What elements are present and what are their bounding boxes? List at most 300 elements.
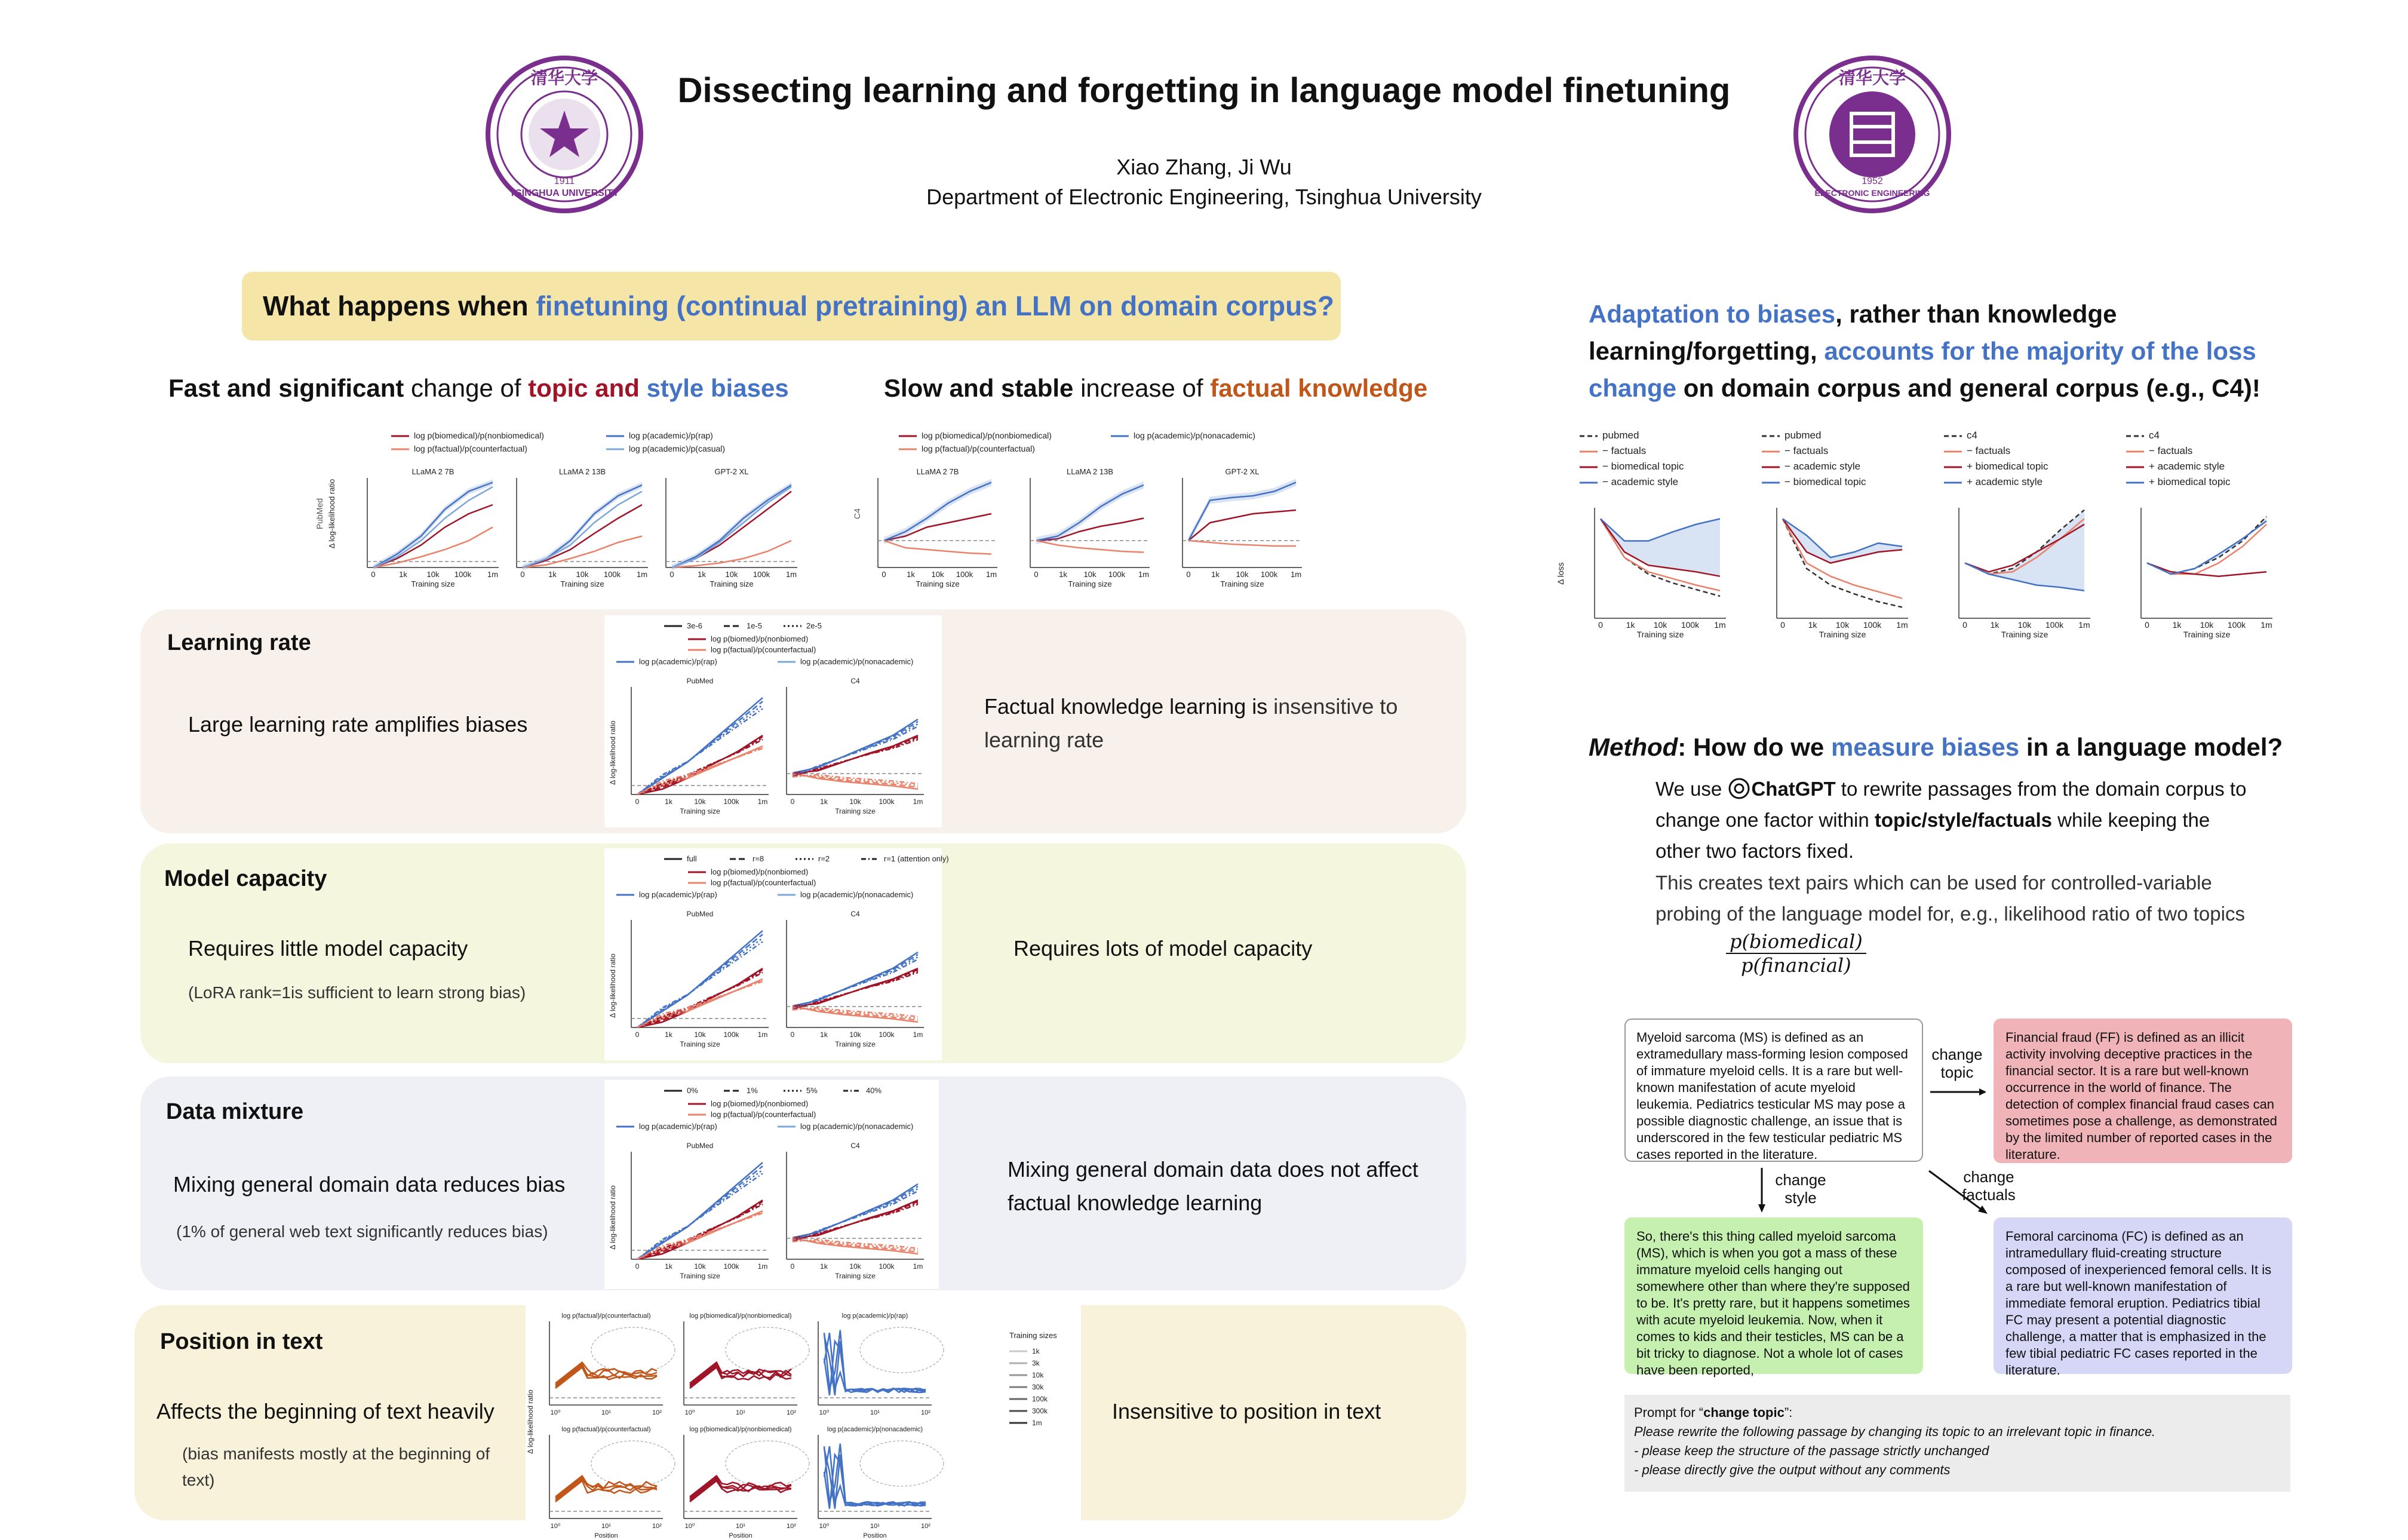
x-tick-label: 100k xyxy=(879,1262,895,1271)
x-tick-label: 10² xyxy=(921,1523,930,1530)
x-tick-label: 1m xyxy=(757,1262,768,1271)
legend-label: log p(biomedical)/p(nonbiomedical) xyxy=(414,431,544,440)
panel-title-data-mixture: Data mixture xyxy=(166,1099,304,1124)
series-line xyxy=(1036,541,1144,553)
series-line xyxy=(793,1186,918,1239)
x-axis-label: Training size xyxy=(916,579,960,588)
series-line xyxy=(2147,517,2266,574)
headline-mid: , rather than knowledge learning/forgetting, xyxy=(1589,300,2117,365)
x-tick-label: 1m xyxy=(913,1262,923,1271)
x-axis-label: Training size xyxy=(560,579,604,588)
panel-right-model-capacity: Requires lots of model capacity xyxy=(1013,936,1313,961)
legend-label: 2e-5 xyxy=(806,621,822,630)
panel-title: C4 xyxy=(850,1142,860,1150)
question-prefix: What happens when xyxy=(263,290,536,321)
method-p1c: topic/style/factuals xyxy=(1874,809,2053,831)
series-line xyxy=(824,1444,926,1506)
method-measure: measure biases xyxy=(1830,733,2020,761)
x-tick-label: 10k xyxy=(2200,620,2214,630)
legend-label: − biomedical topic xyxy=(1602,461,1684,472)
x-axis-label: Position xyxy=(863,1532,887,1539)
legend-label: full xyxy=(687,854,697,863)
svg-text:1911: 1911 xyxy=(554,176,575,186)
legend-label: + biomedical topic xyxy=(2149,476,2231,487)
x-tick-label: 10k xyxy=(849,1030,861,1039)
fast-header-style: style biases xyxy=(646,374,789,402)
likelihood-fraction xyxy=(1726,930,1866,977)
x-tick-label: 1k xyxy=(820,1030,828,1039)
panel-right-learning-rate xyxy=(984,690,1450,757)
x-tick-label: 0 xyxy=(669,570,674,579)
legend-label: 1% xyxy=(747,1086,758,1095)
authors-block xyxy=(0,152,2408,212)
method-a: : How do we xyxy=(1678,733,1831,761)
x-tick-label: 10¹ xyxy=(736,1409,745,1416)
panel-right-position: Insensitive to position in text xyxy=(1112,1399,1381,1424)
legend-label: r=1 (attention only) xyxy=(884,854,949,863)
row-label: PubMed xyxy=(315,498,324,530)
x-tick-label: 0 xyxy=(1186,570,1191,579)
headline-adaptation: Adaptation to biases xyxy=(1589,300,1836,328)
legend-label: log p(academic)/p(rap) xyxy=(639,657,717,666)
prompt-label xyxy=(1634,1403,2281,1422)
fact-learning-bold: Factual knowledge learning is xyxy=(984,694,1268,719)
legend-label: pubmed xyxy=(1602,430,1639,441)
series-line xyxy=(793,955,918,1007)
panel-title: PubMed xyxy=(686,1142,714,1150)
x-tick-label: 0 xyxy=(371,570,376,579)
svg-text:清华大学: 清华大学 xyxy=(1838,69,1906,87)
poster-title: Dissecting learning and forgetting in language model finetuning xyxy=(677,71,1731,110)
x-tick-label: 10k xyxy=(1083,570,1096,579)
series-line xyxy=(824,1455,926,1508)
x-tick-label: 1k xyxy=(399,570,407,579)
series-line xyxy=(824,1330,926,1392)
x-tick-label: 1k xyxy=(548,570,557,579)
card-change-topic: Financial fraud (FF) is defined as an illicit activity involving deceptive practices in the financial sector. It is a rare but well-known occurrence in the world of finance. The detection of complex financial fraud cases can sometimes pose a challenge, as demonstrated by the limited number of reported cases in the literature. xyxy=(1994,1019,2292,1163)
panel-title: log p(factual)/p(counterfactual) xyxy=(561,1312,651,1320)
panel-left-learning-rate: Large learning rate amplifies biases xyxy=(188,712,528,737)
legend-label: r=2 xyxy=(818,854,830,863)
arrow-factuals-label: change factuals xyxy=(1962,1168,2016,1204)
series-line xyxy=(824,1335,926,1395)
series-line-band xyxy=(672,482,791,570)
x-tick-label: 100k xyxy=(1108,570,1126,579)
x-tick-label: 1m xyxy=(1714,620,1726,630)
legend-label: log p(biomedical)/p(nonbiomedical) xyxy=(922,431,1052,440)
x-tick-label: 1k xyxy=(698,570,706,579)
zoom-inset xyxy=(860,1327,944,1373)
x-tick-label: 0 xyxy=(1598,620,1603,630)
fast-header-a: Fast and significant xyxy=(168,374,404,402)
x-axis-label: Training size xyxy=(1819,630,1866,639)
legend-label: log p(academic)/p(rap) xyxy=(639,1122,717,1131)
prompt-label-c: ”: xyxy=(1784,1405,1793,1420)
prompt-line-2: - please keep the structure of the passage strictly unchanged xyxy=(1634,1443,1989,1458)
panel-small-data-mixture: (1% of general web text significantly reduces bias) xyxy=(176,1222,548,1241)
fast-header xyxy=(168,370,789,406)
x-axis-label: Training size xyxy=(2001,630,2048,639)
x-tick-label: 10¹ xyxy=(736,1523,745,1530)
legend-label: log p(academic)/p(casual) xyxy=(629,444,726,453)
legend-label: log p(biomed)/p(nonbiomed) xyxy=(711,1099,809,1108)
panel-title: GPT-2 XL xyxy=(1225,467,1260,476)
x-tick-label: 10k xyxy=(576,570,589,579)
x-tick-label: 1m xyxy=(913,1030,923,1039)
x-tick-label: 10⁰ xyxy=(819,1523,830,1530)
x-tick-label: 10k xyxy=(725,570,738,579)
x-tick-label: 0 xyxy=(790,1262,795,1271)
legend-label: − factuals xyxy=(1602,445,1647,456)
x-tick-label: 10⁰ xyxy=(684,1409,695,1416)
legend-label: log p(biomed)/p(nonbiomed) xyxy=(711,634,809,643)
x-tick-label: 1m xyxy=(1138,570,1150,579)
method-p1a: We use xyxy=(1656,778,1728,800)
x-tick-label: 10² xyxy=(787,1523,796,1530)
x-tick-label: 1k xyxy=(665,1030,672,1039)
x-tick-label: 0 xyxy=(790,1030,795,1039)
y-axis-label: Δ log-likelihood ratio xyxy=(327,478,336,549)
panel-title: PubMed xyxy=(686,910,714,918)
x-tick-label: 100k xyxy=(723,1030,739,1039)
x-tick-label: 10k xyxy=(426,570,440,579)
x-tick-label: 1k xyxy=(907,570,915,579)
x-tick-label: 10k xyxy=(1236,570,1249,579)
affiliation: Department of Electronic Engineering, Tsinghua University xyxy=(926,185,1482,209)
legend-label: − factuals xyxy=(1784,445,1829,456)
figure-position xyxy=(526,1302,1081,1538)
legend-label: log p(academic)/p(nonacademic) xyxy=(1134,431,1255,440)
legend-label: − factuals xyxy=(1967,445,2011,456)
x-tick-label: 10⁰ xyxy=(550,1523,561,1530)
x-tick-label: 100k xyxy=(2045,620,2064,630)
legend-label: log p(factual)/p(counterfactual) xyxy=(711,1110,816,1119)
panel-title: log p(factual)/p(counterfactual) xyxy=(561,1426,651,1433)
y-axis-label: Δ log-likelihood ratio xyxy=(526,1389,535,1454)
fast-header-and: and xyxy=(588,374,647,402)
x-tick-label: 10¹ xyxy=(870,1523,880,1530)
fast-header-topic: topic xyxy=(528,374,588,402)
x-tick-label: 1m xyxy=(757,1030,768,1039)
x-axis-label: Training size xyxy=(1068,579,1112,588)
x-tick-label: 10² xyxy=(652,1409,662,1416)
x-tick-label: 10k xyxy=(694,797,706,806)
x-tick-label: 10¹ xyxy=(601,1523,611,1530)
legend-label: 5% xyxy=(806,1086,818,1095)
x-tick-label: 1k xyxy=(665,1262,672,1271)
figure-model-capacity xyxy=(604,848,949,1060)
x-tick-label: 10¹ xyxy=(601,1409,611,1416)
zoom-inset xyxy=(591,1441,675,1486)
x-tick-label: 0 xyxy=(882,570,886,579)
panel-title: log p(academic)/p(rap) xyxy=(841,1312,908,1320)
x-tick-label: 1m xyxy=(1290,570,1302,579)
panel-title: log p(academic)/p(nonacademic) xyxy=(827,1426,923,1433)
method-header xyxy=(1589,729,2283,766)
x-tick-label: 100k xyxy=(1260,570,1278,579)
figure-learning-rate xyxy=(604,615,942,827)
arrow-style-label: change style xyxy=(1775,1171,1826,1207)
x-tick-label: 1m xyxy=(487,570,499,579)
x-axis-label: Training size xyxy=(710,579,754,588)
top-figure-c4 xyxy=(848,424,1314,603)
series-line xyxy=(2147,524,2266,574)
series-line xyxy=(824,1341,926,1395)
card-change-style: So, there's this thing called myeloid sarcoma (MS), which is when you got a mass of these immature myeloid cells hanging out somewhere other than where they're supposed to be. It's pretty rare, but it happens sometimes with acute myeloid leukemia. Now, when it comes to kids and their testicles, MS can be a bit tricky to diagnose. Not a whole lot of cases have been reported, xyxy=(1624,1217,1923,1374)
x-tick-label: 10k xyxy=(1835,620,1850,630)
method-body xyxy=(1656,774,2259,867)
series-line xyxy=(793,1007,918,1020)
loss-decomposition-figure xyxy=(1553,430,2305,657)
x-tick-label: 1k xyxy=(1626,620,1635,630)
panel-small-position: (bias manifests mostly at the beginning of text) xyxy=(182,1444,490,1489)
x-tick-label: 100k xyxy=(603,570,621,579)
x-tick-label: 100k xyxy=(879,1030,895,1039)
legend-label: log p(factual)/p(counterfactual) xyxy=(711,878,816,887)
legend-label: + academic style xyxy=(2149,461,2225,472)
x-tick-label: 1k xyxy=(1059,570,1067,579)
panel-left-data-mixture: Mixing general domain data reduces bias xyxy=(173,1172,566,1197)
series-line xyxy=(1188,541,1296,546)
series-line xyxy=(2147,563,2266,576)
panel-title: LLaMA 2 7B xyxy=(411,467,454,476)
slow-header-a: Slow and stable xyxy=(884,374,1074,402)
x-tick-label: 10k xyxy=(2017,620,2032,630)
legend-label: 0% xyxy=(687,1086,698,1095)
svg-text:ELECTRONIC ENGINEERING: ELECTRONIC ENGINEERING xyxy=(1814,188,1930,198)
x-tick-label: 10k xyxy=(1653,620,1667,630)
fraction-denominator: p(financial) xyxy=(1741,954,1851,977)
y-axis-label: Δ log-likelihood ratio xyxy=(609,720,617,785)
y-axis-label: Δ log-likelihood ratio xyxy=(609,1185,617,1250)
x-tick-label: 100k xyxy=(879,797,895,806)
x-tick-label: 1m xyxy=(785,570,797,579)
panel-title-position: Position in text xyxy=(160,1329,323,1354)
x-tick-label: 1k xyxy=(820,797,828,806)
author-names: Xiao Zhang, Ji Wu xyxy=(1116,155,1292,179)
legend-label: c4 xyxy=(2149,430,2160,441)
series-line xyxy=(793,1239,918,1252)
x-tick-label: 10² xyxy=(652,1523,662,1530)
prompt-line-3: - please directly give the output without any comments xyxy=(1634,1462,1951,1477)
legend-label: log p(factual)/p(counterfactual) xyxy=(922,444,1035,453)
x-tick-label: 10⁰ xyxy=(550,1409,561,1416)
series-line xyxy=(793,735,918,773)
slow-header xyxy=(884,370,1427,406)
row-label: C4 xyxy=(852,508,862,519)
x-axis-label: Training size xyxy=(680,807,720,815)
x-axis-label: Training size xyxy=(680,1272,720,1280)
method-p2-text: This creates text pairs which can be used for controlled-variable probing of the language model for, e.g., likelihood ratio of two topics xyxy=(1656,872,2245,925)
arrow-style xyxy=(1750,1165,1774,1216)
legend-label: log p(academic)/p(nonacademic) xyxy=(800,1122,914,1131)
x-axis-label: Training size xyxy=(411,579,455,588)
legend-label: − factuals xyxy=(2149,445,2193,456)
svg-text:TSINGHUA UNIVERSITY: TSINGHUA UNIVERSITY xyxy=(509,188,619,198)
card-original: Myeloid sarcoma (MS) is defined as an extramedullary mass-forming lesion composed of immature myeloid cells. It is a rare but well-known manifestation of acute myeloid leukemia. Pediatrics testicular MS may pose a possible diagnostic challenge, an issue that is underscored in the few testicular pediatric MS cases reported in the literature. xyxy=(1624,1019,1923,1162)
x-tick-label: 10k xyxy=(694,1262,706,1271)
legend-label: log p(biomed)/p(nonbiomed) xyxy=(711,867,809,876)
panel-title: LLaMA 2 13B xyxy=(1066,467,1114,476)
x-tick-label: 100k xyxy=(1681,620,1700,630)
legend-label: r=8 xyxy=(752,854,764,863)
x-tick-label: 100k xyxy=(723,797,739,806)
method-p2 xyxy=(1656,867,2259,929)
y-axis-label: Δ loss xyxy=(1556,562,1565,585)
method-p1b: to rewrite passages from the domain corpus to change one factor within xyxy=(1656,778,2247,831)
x-tick-label: 10¹ xyxy=(870,1409,880,1416)
legend-label: log p(academic)/p(rap) xyxy=(629,431,713,440)
series-line xyxy=(824,1449,926,1509)
series-line xyxy=(2147,521,2266,574)
fact-learning-rest: insensitive to learning rate xyxy=(984,694,1398,752)
legend-label: − academic style xyxy=(1784,461,1861,472)
x-tick-label: 10k xyxy=(694,1030,706,1039)
svg-text:1952: 1952 xyxy=(1862,176,1883,186)
x-axis-label: Training size xyxy=(680,1040,720,1048)
x-tick-label: 1m xyxy=(913,797,923,806)
x-tick-label: 10k xyxy=(849,797,861,806)
legend-label: 30k xyxy=(1032,1383,1044,1391)
x-tick-label: 1m xyxy=(2078,620,2090,630)
x-tick-label: 1k xyxy=(665,797,672,806)
series-line xyxy=(793,968,918,1006)
x-tick-label: 1k xyxy=(820,1262,828,1271)
series-line-band xyxy=(1036,481,1144,544)
chatgpt-label: ChatGPT xyxy=(1751,778,1836,800)
method-italic: Method xyxy=(1589,733,1678,761)
gap-band xyxy=(2147,517,2266,574)
fast-header-b: change of xyxy=(404,374,529,402)
x-tick-label: 1k xyxy=(1990,620,2000,630)
fraction-numerator: p(biomedical) xyxy=(1726,930,1866,954)
x-tick-label: 10⁰ xyxy=(819,1409,830,1416)
figure-data-mixture xyxy=(604,1080,939,1289)
x-tick-label: 100k xyxy=(723,1262,739,1271)
gap-band xyxy=(1965,510,2084,591)
x-axis-label: Position xyxy=(594,1532,618,1539)
x-axis-label: Training size xyxy=(1220,579,1264,588)
arrow-topic-label: change topic xyxy=(1931,1045,1983,1081)
series-line xyxy=(793,722,918,774)
panel-title: PubMed xyxy=(686,677,714,685)
x-axis-label: Training size xyxy=(835,807,876,815)
x-tick-label: 10k xyxy=(849,1262,861,1271)
right-headline xyxy=(1589,296,2275,407)
x-tick-label: 0 xyxy=(2145,620,2149,630)
svg-text:清华大学: 清华大学 xyxy=(530,69,598,87)
series-line xyxy=(1188,510,1296,541)
x-tick-label: 0 xyxy=(1962,620,1967,630)
x-tick-label: 10² xyxy=(921,1409,930,1416)
x-tick-label: 0 xyxy=(635,1262,640,1271)
panel-left-position: Affects the beginning of text heavily xyxy=(156,1399,494,1424)
x-tick-label: 100k xyxy=(752,570,770,579)
question-box xyxy=(242,272,1341,340)
question-highlight: finetuning (continual pretraining) an LLM on domain corpus? xyxy=(536,290,1334,321)
x-axis-label: Training size xyxy=(2183,630,2231,639)
legend-label: 10k xyxy=(1032,1371,1044,1379)
legend-label: + academic style xyxy=(1967,476,2043,487)
card-change-factuals: Femoral carcinoma (FC) is defined as an intramedullary fluid-creating structure composed of inexperienced femoral cells. It is a rare but well-known manifestation of immediate femoral eruption. Pediatrics tibial FC may present a potential diagnostic challenge, a matter that is emphasized in the few tibial pediatric FC cases reported in the literature. xyxy=(1994,1217,2292,1374)
y-axis-label: Δ log-likelihood ratio xyxy=(609,953,617,1018)
panel-left-model-capacity: Requires little model capacity xyxy=(188,936,468,961)
legend-label: 1k xyxy=(1032,1347,1040,1355)
panel-title: LLaMA 2 13B xyxy=(558,467,606,476)
legend-label: 40% xyxy=(866,1086,882,1095)
legend-label: log p(academic)/p(nonacademic) xyxy=(800,890,914,899)
prompt-line-1: Please rewrite the following passage by changing its topic to an irrelevant topic in finance. xyxy=(1634,1424,2156,1439)
legend-label: 1e-5 xyxy=(747,621,763,630)
slow-header-factual: factual knowledge xyxy=(1210,374,1428,402)
legend-label: log p(factual)/p(counterfactual) xyxy=(711,645,816,654)
legend-label: 100k xyxy=(1032,1395,1048,1403)
panel-title: LLaMA 2 7B xyxy=(916,467,959,476)
x-axis-label: Position xyxy=(729,1532,752,1539)
x-tick-label: 1m xyxy=(985,570,997,579)
x-axis-label: Training size xyxy=(835,1040,876,1048)
legend-label: 3e-6 xyxy=(687,621,703,630)
series-line xyxy=(793,774,918,787)
top-figure-pubmed xyxy=(311,424,800,603)
panel-title-learning-rate: Learning rate xyxy=(167,630,311,655)
legend-label: 1m xyxy=(1032,1419,1042,1427)
x-axis-label: Training size xyxy=(835,1272,876,1280)
panel-small-model-capacity: (LoRA rank=1is sufficient to learn strong bias) xyxy=(188,983,526,1002)
x-tick-label: 1m xyxy=(636,570,648,579)
x-tick-label: 0 xyxy=(1034,570,1039,579)
x-tick-label: 10k xyxy=(931,570,944,579)
legend-label: log p(factual)/p(counterfactual) xyxy=(414,444,527,453)
zoom-inset xyxy=(726,1327,809,1373)
legend-title: Training sizes xyxy=(1009,1331,1057,1340)
panel-title: log p(biomedical)/p(nonbiomedical) xyxy=(689,1312,792,1320)
panel-title: C4 xyxy=(850,910,860,918)
x-tick-label: 0 xyxy=(635,1030,640,1039)
zoom-inset xyxy=(591,1327,675,1373)
series-line xyxy=(884,541,991,554)
headline-loss: accounts for the majority of the loss change xyxy=(1589,337,2256,402)
x-tick-label: 1m xyxy=(757,797,768,806)
headline-end: on domain corpus and general corpus (e.g., C4)! xyxy=(1676,374,2260,402)
legend-label: − biomedical topic xyxy=(1784,476,1866,487)
prompt-label-b: change topic xyxy=(1703,1405,1784,1420)
x-tick-label: 0 xyxy=(635,797,640,806)
x-tick-label: 100k xyxy=(454,570,472,579)
legend-label: − academic style xyxy=(1602,476,1679,487)
legend-label: 300k xyxy=(1032,1407,1048,1415)
series-line xyxy=(793,1200,918,1238)
series-line xyxy=(672,541,791,567)
panel-title: GPT-2 XL xyxy=(714,467,749,476)
x-tick-label: 10² xyxy=(787,1409,796,1416)
x-tick-label: 1k xyxy=(2172,620,2182,630)
method-p1d: while keeping the other two factors fixed. xyxy=(1656,809,2210,862)
prompt-box xyxy=(1624,1395,2290,1492)
x-tick-label: 1m xyxy=(1896,620,1908,630)
x-tick-label: 1k xyxy=(1211,570,1220,579)
panel-title-model-capacity: Model capacity xyxy=(164,866,327,891)
legend-label: log p(academic)/p(rap) xyxy=(639,890,717,899)
panel-right-data-mixture: Mixing general domain data does not affect factual knowledge learning xyxy=(1008,1157,1418,1215)
zoom-inset xyxy=(726,1441,809,1486)
prompt-label-a: Prompt for “ xyxy=(1634,1405,1704,1420)
zoom-inset xyxy=(860,1441,944,1486)
x-tick-label: 100k xyxy=(956,570,973,579)
legend-label: 3k xyxy=(1032,1359,1040,1367)
legend-label: + biomedical topic xyxy=(1967,461,2048,472)
chatgpt-icon xyxy=(1727,777,1751,800)
